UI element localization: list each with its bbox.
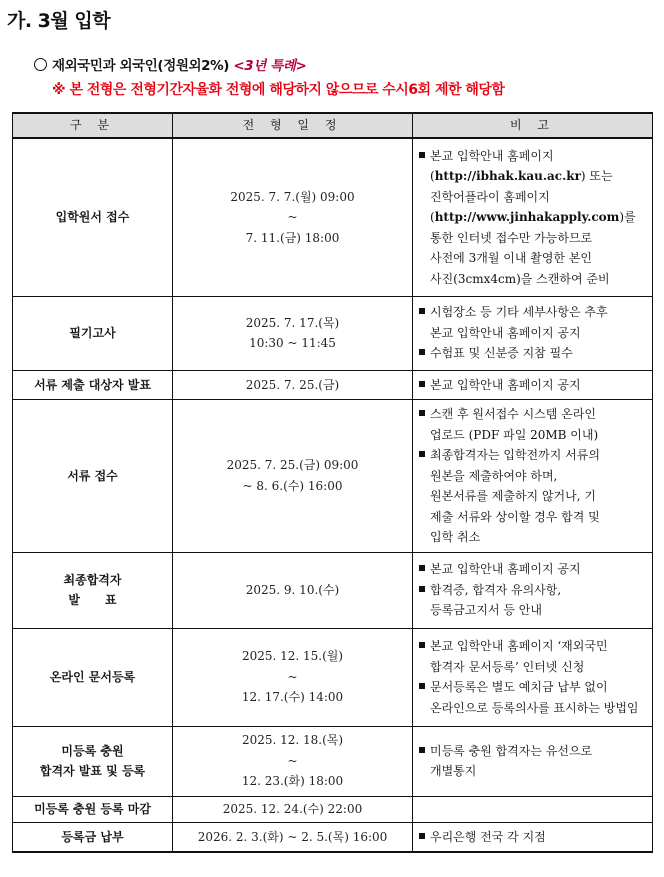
remark-line [419, 580, 648, 601]
date-line: 12. 17.(수) 14:00 [241, 690, 344, 705]
row-dates [173, 726, 413, 796]
remark-text: 등록금고지서 등 안내 [430, 603, 542, 618]
remark-line [419, 404, 648, 425]
remark-line [419, 343, 648, 364]
row-category [13, 552, 173, 628]
remark-line [419, 146, 648, 167]
row-remarks [413, 138, 653, 296]
remark-line [419, 445, 648, 466]
row-category [13, 296, 173, 370]
remark-line [419, 761, 648, 782]
date-line: ~ 8. 6.(수) 16:00 [242, 478, 343, 493]
square-bullet-icon [419, 747, 425, 753]
row-remarks [413, 796, 653, 822]
row-category [13, 400, 173, 553]
remark-text: 제출 서류와 상이할 경우 합격 및 [430, 509, 600, 524]
category-line: 등록금 납부 [61, 829, 124, 844]
square-bullet-icon [419, 565, 425, 571]
remark-line [419, 248, 648, 269]
header-schedule: 전 형 일 정 [173, 113, 413, 138]
row-dates [173, 552, 413, 628]
remark-line [419, 559, 648, 580]
table-row [13, 138, 653, 296]
table-header-row [13, 113, 653, 138]
subheading-special: <3년 특례> [233, 58, 307, 74]
remark-text: 개별통지 [430, 764, 477, 778]
date-line: 12. 23.(화) 18:00 [241, 774, 344, 789]
remark-text: 시험장소 등 기타 세부사항은 추후 [430, 305, 608, 320]
table-row [13, 796, 653, 822]
row-dates [173, 400, 413, 553]
square-bullet-icon [419, 586, 425, 592]
date-line: 2025. 12. 24.(수) 22:00 [222, 801, 363, 816]
table-row [13, 822, 653, 852]
remark-text: 우리은행 전국 각 지점 [430, 829, 546, 844]
category-line: 최종합격자 [63, 572, 122, 587]
row-dates [173, 822, 413, 852]
table-row [13, 552, 653, 628]
remark-line [419, 269, 648, 290]
square-bullet-icon [419, 410, 425, 416]
remark-text: 합격자 문서등록’ 인터넷 신청 [430, 659, 585, 674]
date-line: 2025. 12. 15.(월) [241, 649, 344, 664]
row-remarks [413, 822, 653, 852]
square-bullet-icon [419, 683, 425, 689]
remark-line [419, 600, 648, 621]
header-remarks: 비 고 [413, 113, 653, 138]
category-line: 미등록 충원 등록 마감 [34, 801, 151, 816]
remark-text: 통한 인터넷 접수만 가능하므로 [430, 230, 593, 245]
row-category [13, 138, 173, 296]
remark-text: 스캔 후 원서접수 시스템 온라인 [430, 407, 596, 421]
remark-text: (http://www.jinhakapply.com)를 [430, 210, 636, 224]
square-bullet-icon [419, 152, 425, 158]
table-row [13, 296, 653, 370]
notice-text: ※ 본 전형은 전형기간자율화 전형에 해당하지 않으므로 수시6회 제한 해당함 [52, 82, 505, 98]
remark-text: 본교 입학안내 홈페이지 공지 [430, 377, 581, 392]
row-category [13, 822, 173, 852]
row-remarks [413, 296, 653, 370]
row-dates [173, 138, 413, 296]
category-line: 서류 제출 대상자 발표 [34, 377, 151, 392]
remark-text: 수험표 및 신분증 지참 필수 [430, 346, 573, 361]
row-dates [173, 628, 413, 726]
remark-text: 온라인으로 등록의사를 표시하는 방법임 [430, 700, 639, 715]
square-bullet-icon [419, 349, 425, 355]
row-category [13, 726, 173, 796]
row-dates [173, 796, 413, 822]
remark-line [419, 486, 648, 507]
remark-text: 원본을 제출하여야 하며, [430, 468, 558, 483]
section-heading: 가. 3월 입학 [7, 10, 111, 32]
subheading [34, 54, 306, 74]
remark-line [419, 636, 648, 657]
row-dates [173, 296, 413, 370]
date-line: 2025. 7. 25.(금) 09:00 [226, 458, 359, 473]
table-row [13, 628, 653, 726]
square-bullet-icon [419, 451, 425, 457]
remark-text: 본교 입학안내 홈페이지 [430, 148, 554, 163]
remark-text: 사진(3cmx4cm)을 스캔하여 준비 [430, 271, 610, 286]
table-row [13, 370, 653, 400]
remark-line [419, 187, 648, 208]
row-dates [173, 370, 413, 400]
square-bullet-icon [419, 381, 425, 387]
remark-line [419, 425, 648, 446]
row-remarks [413, 370, 653, 400]
category-line: 온라인 문서등록 [49, 669, 136, 684]
date-line: 2025. 7. 17.(목) [245, 315, 340, 330]
date-line: 2025. 7. 7.(월) 09:00 [230, 189, 355, 204]
row-remarks [413, 552, 653, 628]
schedule-table [12, 112, 653, 853]
category-line: 필기고사 [69, 325, 116, 340]
square-bullet-icon [419, 833, 425, 839]
category-line: 미등록 충원 [61, 743, 124, 758]
date-line: ~ [287, 210, 298, 224]
table-row [13, 726, 653, 796]
date-line: 7. 11.(금) 18:00 [245, 230, 340, 245]
remark-line [419, 677, 648, 698]
date-line: 2025. 9. 10.(수) [245, 582, 340, 597]
remark-line [419, 228, 648, 249]
remark-text: 최종합격자는 입학전까지 서류의 [430, 448, 600, 462]
row-remarks [413, 628, 653, 726]
square-bullet-icon [419, 642, 425, 648]
date-line: 10:30 ~ 11:45 [249, 336, 336, 350]
remark-text: (http://ibhak.kau.ac.kr) 또는 [430, 169, 613, 183]
remark-line [419, 302, 648, 323]
remark-line [419, 827, 648, 848]
row-remarks [413, 726, 653, 796]
remark-text: 본교 입학안내 홈페이지 공지 [430, 325, 581, 340]
remark-text: 본교 입학안내 홈페이지 ‘재외국민 [430, 639, 608, 653]
remark-text: 합격증, 합격자 유의사항, [430, 582, 562, 597]
remark-text: 진학어플라이 홈페이지 [430, 189, 550, 204]
remark-text: 입학 취소 [430, 530, 481, 544]
remark-text: 문서등록은 별도 예치금 납부 없이 [430, 680, 608, 694]
circle-bullet-icon [34, 58, 47, 71]
remark-line [419, 323, 648, 344]
row-remarks [413, 400, 653, 553]
remark-text: 본교 입학안내 홈페이지 공지 [430, 562, 581, 577]
remark-line [419, 466, 648, 487]
header-category: 구 분 [13, 113, 173, 138]
remark-line [419, 657, 648, 678]
date-line: 2025. 12. 18.(목) [241, 733, 344, 748]
row-category [13, 628, 173, 726]
category-line: 서류 접수 [67, 468, 118, 483]
date-line: 2026. 2. 3.(화) ~ 2. 5.(목) 16:00 [197, 829, 388, 844]
row-category [13, 796, 173, 822]
subheading-text: 재외국민과 외국인(정원외2%) [52, 58, 230, 74]
category-line: 합격자 발표 및 등록 [39, 764, 146, 778]
date-line: 2025. 7. 25.(금) [245, 377, 340, 392]
remark-text: 미등록 충원 합격자는 유선으로 [430, 743, 593, 758]
square-bullet-icon [419, 308, 425, 314]
row-category [13, 370, 173, 400]
remark-text: 사전에 3개월 이내 촬영한 본인 [430, 251, 592, 265]
category-line: 입학원서 접수 [55, 210, 130, 224]
date-line: ~ [287, 753, 298, 768]
category-line: 발 표 [68, 593, 117, 607]
remark-line [419, 507, 648, 528]
remark-line [419, 166, 648, 187]
remark-text: 업로드 (PDF 파일 20MB 이내) [430, 427, 599, 442]
remark-line [419, 527, 648, 548]
remark-line [419, 741, 648, 762]
table-row [13, 400, 653, 553]
remark-line [419, 207, 648, 228]
remark-line [419, 698, 648, 719]
remark-text: 원본서류를 제출하지 않거나, 기 [430, 489, 596, 503]
date-line: ~ [287, 669, 298, 684]
remark-line [419, 375, 648, 396]
